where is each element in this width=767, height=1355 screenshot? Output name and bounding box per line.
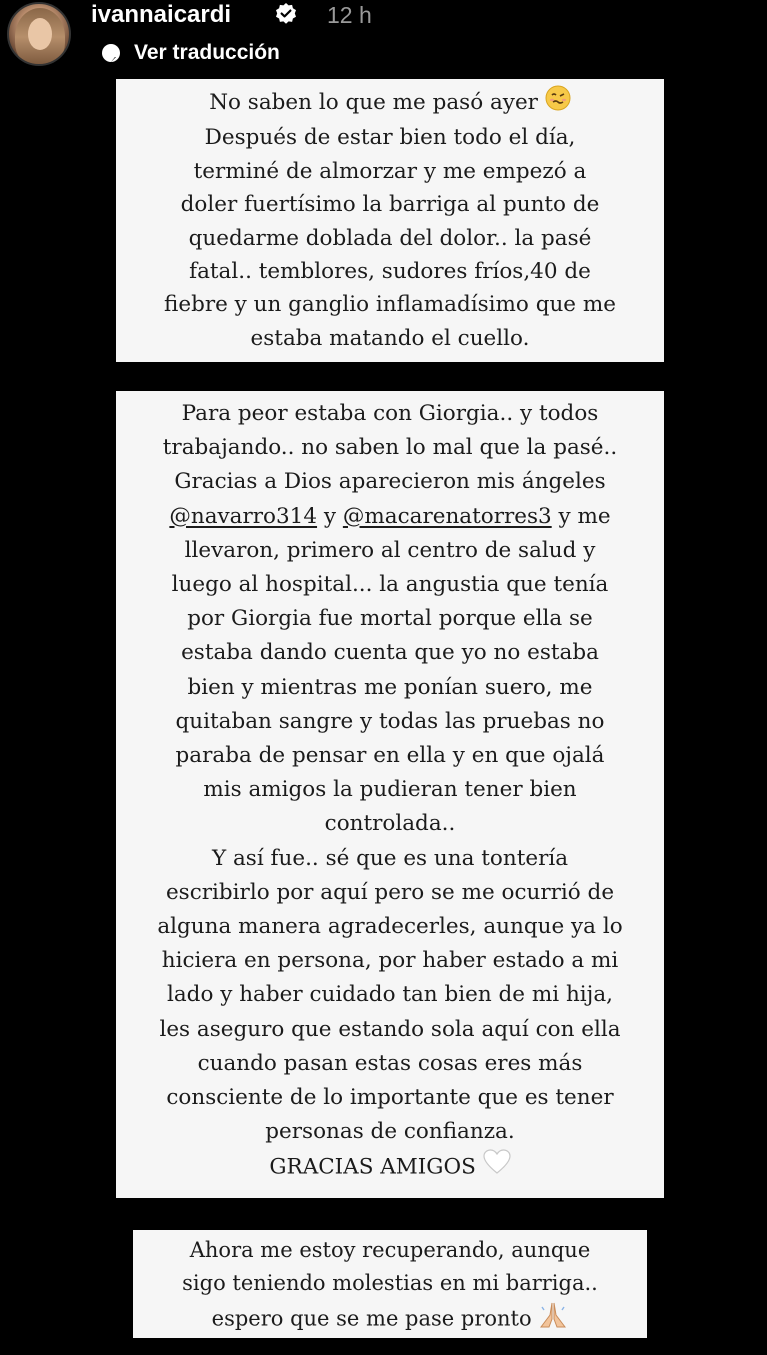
woozy-face-emoji	[545, 85, 571, 121]
text-line	[116, 500, 664, 534]
text-line: Gracias a Dios aparecieron mis ángeles	[174, 469, 606, 495]
mention-macarenatorres3[interactable]: @macarenatorres3	[342, 503, 552, 529]
text-line: Para peor estaba con Giorgia.. y todos	[181, 401, 599, 426]
text-line: Después de estar bien todo el día,	[204, 125, 576, 151]
white-heart-emoji	[483, 1149, 511, 1186]
post-time: 12 h	[327, 2, 372, 28]
text-line: Y así fue.. sé que es una tontería	[211, 845, 569, 871]
text-line: hiciera en persona, por haber estado a mi	[161, 948, 619, 974]
text-line: GRACIAS AMIGOS	[116, 1149, 664, 1186]
text-line: alguna manera agradecerles, aunque ya lo	[157, 914, 623, 940]
text-line: consciente de lo importante que es tener	[166, 1085, 614, 1111]
praying-hands-emoji	[538, 1301, 568, 1339]
text-line: les aseguro que estando sola aquí con ella	[159, 1016, 621, 1042]
text-line: lado y haber cuidado tan bien de mi hija,	[166, 982, 613, 1008]
text-segment: y me	[551, 503, 611, 529]
text-line: Ahora me estoy recuperando, aunque	[189, 1238, 591, 1262]
verified-badge-icon	[274, 2, 298, 26]
text-line: estaba dando cuenta que yo no estaba	[181, 640, 599, 666]
text-line: fatal.. temblores, sudores fríos,40 de	[189, 259, 591, 285]
text-line: controlada..	[324, 811, 456, 837]
text-line: espero que se me pase pronto	[133, 1301, 647, 1339]
story-text-card-1	[116, 79, 664, 362]
text-line: trabajando.. no saben lo mal que la pasé..	[162, 435, 618, 461]
username[interactable]: ivannaicardi	[91, 1, 232, 28]
text-line: No saben lo que me pasó ayer	[116, 85, 664, 121]
text-line: por Giorgia fue mortal porque ella se	[187, 606, 593, 632]
text-line: bien y mientras me ponían suero, me	[187, 674, 593, 700]
translate-icon	[100, 42, 122, 64]
text-line: quedarme doblada del dolor.. la pasé	[188, 225, 592, 251]
story-header	[0, 0, 767, 76]
story-text-card-2	[116, 391, 664, 1198]
text-segment: y	[317, 503, 343, 529]
text-line: escribirlo por aquí pero se me ocurrió de	[165, 879, 615, 905]
text-line: paraba de pensar en ella y en que ojalá	[175, 743, 605, 769]
text-line: cuando pasan estas cosas eres más	[197, 1050, 583, 1076]
text-line: sigo teniendo molestias en mi barriga..	[182, 1271, 598, 1296]
translate-button[interactable]	[100, 40, 280, 66]
text-line: luego al hospital... la angustia que tenía	[171, 572, 609, 598]
text-line: fiebre y un ganglio inflamadísimo que me	[164, 292, 616, 318]
text-line: personas de confianza.	[265, 1119, 515, 1145]
text-line: terminé de almorzar y me empezó a	[193, 158, 587, 184]
text-line: quitaban sangre y todas las pruebas no	[175, 708, 605, 734]
avatar[interactable]	[7, 2, 71, 66]
text-line: estaba matando el cuello.	[250, 325, 530, 351]
mention-navarro314[interactable]: @navarro314	[169, 503, 318, 529]
text-line: llevaron, primero al centro de salud y	[184, 537, 596, 563]
avatar-face	[28, 18, 52, 50]
text-line: doler fuertísimo la barriga al punto de	[180, 192, 600, 218]
text-line: mis amigos la pudieran tener bien	[203, 777, 577, 803]
story-text-card-3	[133, 1230, 647, 1338]
translate-label: Ver traducción	[134, 41, 280, 64]
